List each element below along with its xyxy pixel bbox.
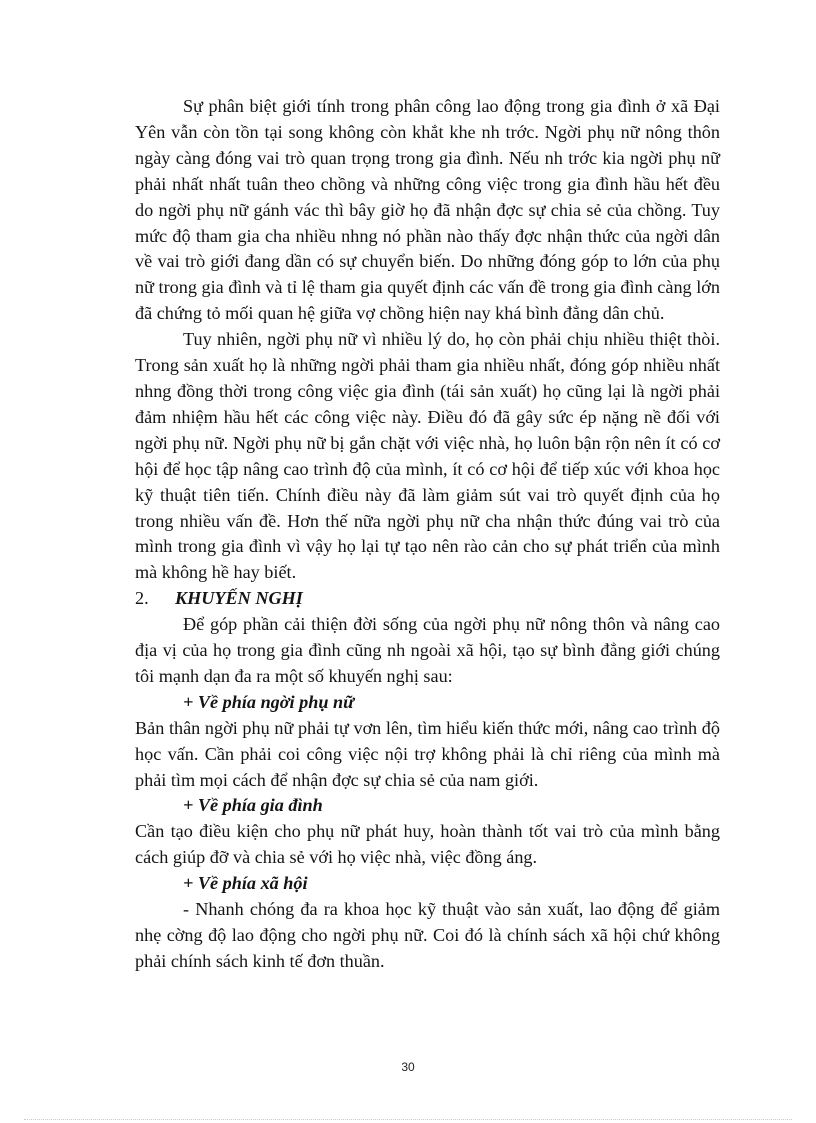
section-number: 2. xyxy=(135,588,149,609)
subheading-society: + Về phía xã hội xyxy=(183,873,308,894)
section-heading xyxy=(135,586,720,612)
paragraph-intro-recommendations: Để góp phần cải thiện đời sống của ngời phụ nữ nông thôn và nâng cao địa vị của họ trong gia đình cũng nh ngoài xã hội, tạo sự bình đẳng giới chúng tôi mạnh dạn đa ra một số khuyến nghị sau: xyxy=(135,614,720,686)
document-body xyxy=(135,94,720,975)
paragraph-society: - Nhanh chóng đa ra khoa học kỹ thuật vào sản xuất, lao động để giảm nhẹ cờng độ lao động cho ngời phụ nữ. Coi đó là chính sách xã hội chứ không phải chính sách kinh tế đơn thuần. xyxy=(135,899,720,971)
paragraph-women: Bản thân ngời phụ nữ phải tự vơn lên, tìm hiểu kiến thức mới, nâng cao trình độ học vấn. Cần phải coi công việc nội trợ không phải là chỉ riêng của mình mà phải tìm mọi cách để nhận đợc sự chia sẻ của nam giới. xyxy=(135,717,720,790)
subheading-family: + Về phía gia đình xyxy=(183,795,323,816)
paragraph-gender-division: Sự phân biệt giới tính trong phân công lao động trong gia đình ở xã Đại Yên vẫn còn tồn tại song không còn khắt khe nh trớc. Ngời phụ nữ nông thôn ngày càng đóng vai trò quan trọng trong gia đình. Nếu nh trớc kia ngời phụ nữ phải nhất nhất tuân theo chồng và những công việc trong gia đình hầu hết đều do ngời phụ nữ gánh vác thì bây giờ họ đã nhận đợc sự chia sẻ của chồng. Tuy mức độ tham gia cha nhiều nhng nó phần nào thấy đợc nhận thức của ngời dân về vai trò giới đang dần có sự chuyển biến. Do những đóng góp to lớn của phụ nữ trong gia đình và tỉ lệ tham gia quyết định các vấn đề trong gia đình càng lớn đã chứng tỏ mối quan hệ giữa vợ chồng hiện nay khá bình đẳng dân chủ. xyxy=(135,96,720,324)
paragraph-family: Cần tạo điều kiện cho phụ nữ phát huy, hoàn thành tốt vai trò của mình bằng cách giúp đỡ và chia sẻ với họ việc nhà, việc đồng áng. xyxy=(135,821,720,868)
page-number: 30 xyxy=(401,1060,415,1074)
subheading-women: + Về phía ngời phụ nữ xyxy=(183,691,355,712)
page-bottom-divider xyxy=(24,1119,792,1120)
section-title: KHUYẾN NGHỊ xyxy=(175,588,303,609)
paragraph-disadvantages: Tuy nhiên, ngời phụ nữ vì nhiều lý do, họ còn phải chịu nhiều thiệt thòi. Trong sản xuất họ là những ngời phải tham gia nhiều nhất, đóng góp nhiều nhất nhng đồng thời trong công việc gia đình (tái sản xuất) họ cũng lại là ngời phải đảm nhiệm hầu hết các công việc này. Điều đó đã gây sức ép nặng nề đối với ngời phụ nữ. Ngời phụ nữ bị gắn chặt với việc nhà, họ luôn bận rộn nên ít có cơ hội để học tập nâng cao trình độ của mình, ít có cơ hội để tiếp xúc với khoa học kỹ thuật tiên tiến. Chính điều này đã làm giảm sút vai trò quyết định của họ trong nhiều vấn đề. Hơn thế nữa ngời phụ nữ cha nhận thức đúng vai trò của mình trong gia đình vì vậy họ lại tự tạo nên rào cản cho sự phát triển của mình mà không hề hay biết. xyxy=(135,329,720,583)
